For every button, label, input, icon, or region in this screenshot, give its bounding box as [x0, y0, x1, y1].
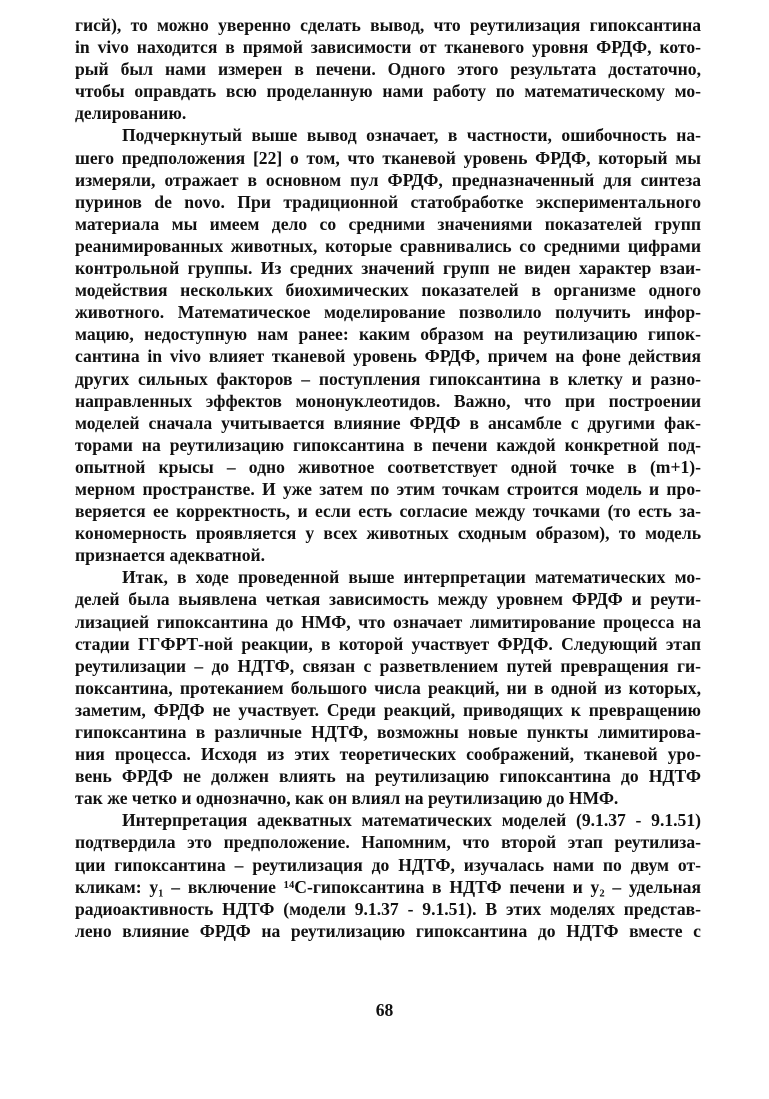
- text-line: заметим, ФРДФ не участвует. Среди реакций, приводящих к превращению: [75, 699, 701, 720]
- page-body: [75, 14, 701, 942]
- text-line: материала мы имеем дело со средними значениями показателей групп: [75, 213, 701, 234]
- text-line: контрольной группы. Из средних значений групп не виден характер взаи-: [75, 258, 701, 279]
- text-line: рый был нами измерен в печени. Одного этого результата достаточно,: [75, 59, 701, 80]
- text-line: радиоактивность НДТФ (модели 9.1.37 - 9.1.51). В этих моделях представ-: [75, 898, 701, 919]
- text-line: делированию.: [75, 103, 187, 124]
- paragraph: [75, 566, 701, 809]
- text-line: так же четко и однозначно, как он влиял на реутилизацию до НМФ.: [75, 788, 619, 809]
- text-line: моделей сначала учитывается влияние ФРДФ в ансамбле с другими фак-: [75, 412, 701, 433]
- text-line: реанимированных животных, которые сравнивались со средними цифрами: [75, 235, 701, 256]
- text-line: ния процесса. Исходя из этих теоретических соображений, тканевой уро-: [75, 744, 701, 765]
- text-line: in vivo находится в прямой зависимости от тканевого уровня ФРДФ, кото-: [75, 37, 701, 58]
- text-line: подтвердила это предположение. Напомним, что второй этап реутилиза-: [75, 832, 701, 853]
- text-line: лено влияние ФРДФ на реутилизацию гипоксантина до НДТФ вместе с: [75, 920, 701, 941]
- text-line: делей была выявлена четкая зависимость между уровнем ФРДФ и реути-: [75, 589, 701, 610]
- text-line: измеряли, отражает в основном пул ФРДФ, предназначенный для синтеза: [75, 169, 701, 190]
- text-line: направленных эффектов мононуклеотидов. Важно, что при построении: [75, 390, 701, 411]
- paragraph: [75, 809, 701, 942]
- text-line: реутилизации – до НДТФ, связан с разветвлением путей превращения ги-: [75, 655, 701, 676]
- text-line: опытной крысы – одно животное соответствует одной точке в (m+1)-: [75, 456, 701, 477]
- text-line: модействия нескольких биохимических показателей в организме одного: [75, 280, 701, 301]
- text-line: мацию, недоступную нам ранее: каким образом на реутилизацию гипок-: [75, 324, 701, 345]
- text-line: гисй), то можно уверенно сделать вывод, что реутилизация гипоксантина: [75, 15, 701, 35]
- text-line: сантина in vivo влияет тканевой уровень ФРДФ, причем на фоне действия: [75, 346, 701, 367]
- text-line: стадии ГГФРТ-ной реакции, в которой участвует ФРДФ. Следующий этап: [75, 633, 701, 654]
- page-number: 68: [375, 1000, 394, 1020]
- text-line: Интерпретация адекватных математических моделей (9.1.37 - 9.1.51): [122, 810, 701, 831]
- text-line: животного. Математическое моделирование позволило получить инфор-: [75, 302, 701, 323]
- text-line: веряется ее корректность, и если есть согласие между точками (то есть за-: [75, 501, 701, 522]
- text-line: торами на реутилизацию гипоксантина в печени каждой конкретной под-: [75, 434, 701, 455]
- text-line: поксантина, протеканием большого числа реакций, ни в одной из которых,: [75, 677, 701, 698]
- text-line: кономерность проявляется у всех животных сходным образом), то модель: [75, 523, 701, 544]
- text-line: кликам: y₁ – включение ¹⁴C-гипоксантина в НДТФ печени и y₂ – удельная: [75, 876, 701, 897]
- paragraph: [75, 124, 701, 566]
- text-line: Итак, в ходе проведенной выше интерпретации математических мо-: [122, 567, 701, 588]
- text-line: чтобы оправдать всю проделанную нами работу по математическому мо-: [75, 81, 701, 102]
- text-line: шего предположения [22] о том, что тканевой уровень ФРДФ, который мы: [75, 147, 701, 168]
- text-line: пуринов de novo. При традиционной статобработке экспериментального: [75, 191, 701, 212]
- text-line: мерном пространстве. И уже затем по этим точкам строится модель и про-: [75, 478, 701, 499]
- text-line: гипоксантина в различные НДТФ, возможны новые пункты лимитирова-: [75, 722, 701, 742]
- text-line: признается адекватной.: [75, 545, 266, 566]
- text-line: ции гипоксантина – реутилизация до НДТФ, изучалась нами по двум от-: [75, 854, 701, 875]
- paragraph: [75, 14, 701, 124]
- text-line: вень ФРДФ не должен влиять на реутилизацию гипоксантина до НДТФ: [75, 766, 701, 787]
- text-line: лизацией гипоксантина до НМФ, что означает лимитирование процесса на: [75, 611, 701, 632]
- text-line: Подчеркнутый выше вывод означает, в частности, ошибочность на-: [122, 125, 701, 146]
- text-line: других сильных факторов – поступления гипоксантина в клетку и разно-: [75, 368, 701, 389]
